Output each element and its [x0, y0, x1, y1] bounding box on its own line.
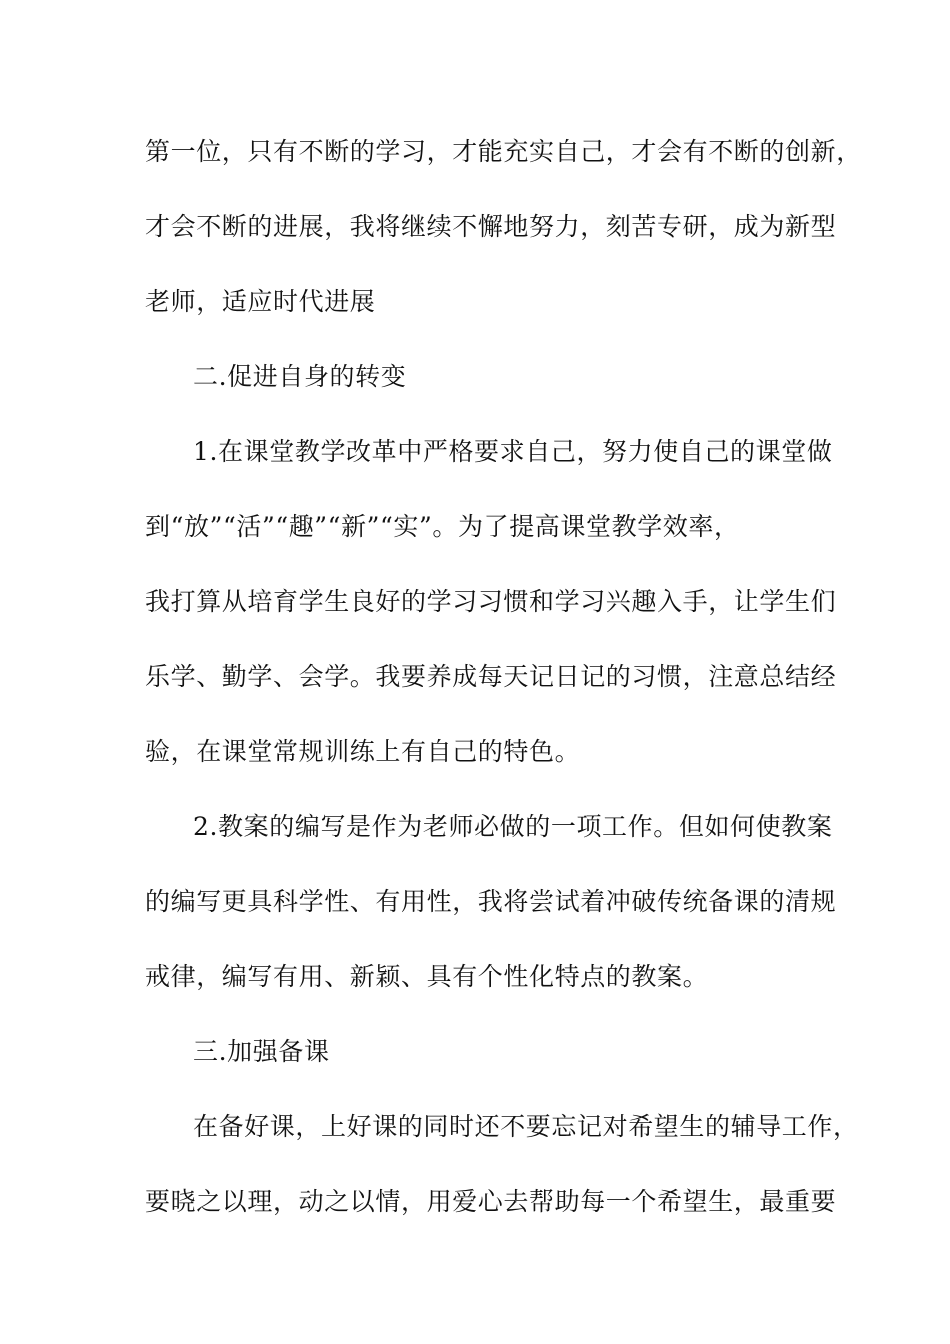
section-heading: 二.促进自身的转变: [193, 362, 407, 391]
text-line: 在备好课，上好课的同时还不要忘记对希望生的辅导工作，: [193, 1112, 859, 1141]
text-line: 到“放”“活”“趣”“新”“实”。为了提高课堂教学效率，: [145, 512, 740, 541]
text-line: 2.教案的编写是作为老师必做的一项工作。但如何使教案: [193, 812, 833, 841]
section-heading: 三.加强备课: [193, 1037, 330, 1066]
text-line: 乐学、勤学、会学。我要养成每天记日记的习惯，注意总结经: [145, 662, 837, 691]
text-line: 要晓之以理，动之以情，用爱心去帮助每一个希望生，最重要: [145, 1187, 837, 1216]
text-line: 第一位，只有不断的学习，才能充实自己，才会有不断的创新，: [145, 137, 862, 166]
text-line: 老师，适应时代进展: [145, 287, 376, 316]
text-line: 戒律，编写有用、新颖、具有个性化特点的教案。: [145, 962, 709, 991]
text-line: 才会不断的进展，我将继续不懈地努力，刻苦专研，成为新型: [145, 212, 837, 241]
text-line: 我打算从培育学生良好的学习习惯和学习兴趣入手，让学生们: [145, 587, 837, 616]
text-line: 验，在课堂常规训练上有自己的特色。: [145, 737, 581, 766]
text-line: 的编写更具科学性、有用性，我将尝试着冲破传统备课的清规: [145, 887, 837, 916]
text-line: 1.在课堂教学改革中严格要求自己，努力使自己的课堂做: [193, 437, 833, 466]
